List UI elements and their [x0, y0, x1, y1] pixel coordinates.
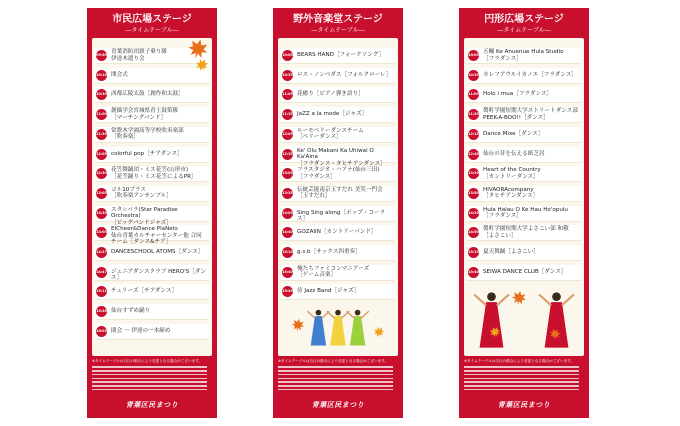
timetable-row	[467, 225, 581, 241]
notes-text-line	[92, 370, 207, 372]
time-badge: 12:45	[468, 149, 479, 160]
performance-label: colorful pop［チアダンス］	[111, 150, 183, 157]
maple-leaf-icon	[290, 317, 306, 333]
performance-label: DANCESCHOOL ATOMS［ダンス］	[111, 249, 204, 255]
notes-block	[278, 359, 398, 395]
time-badge: 10:05	[468, 50, 479, 61]
timetable-row	[281, 107, 395, 123]
notes-text-line	[464, 374, 579, 376]
notes-text-line	[92, 389, 207, 391]
timetable-row	[95, 245, 209, 261]
performance-label: HIVAORAcompany ［タヒチアンダンス］	[483, 186, 539, 200]
performance-label: スタ☆パラ(Star Paradise Orchestra) ［ビッグバンドジャズ］	[111, 206, 178, 226]
time-badge: 15:11	[96, 286, 107, 297]
time-badge: 11:05	[468, 89, 479, 100]
notes-text-line	[278, 374, 393, 376]
notes-text-line	[278, 381, 393, 383]
timetable-row	[281, 166, 395, 182]
notes-block	[92, 359, 212, 395]
performance-label: EICheer&Dance PlaNets 仙台青葉カルチャーセンター他 合同チーム［ダンス&チア］	[111, 226, 202, 246]
timetable-row	[95, 186, 209, 202]
time-badge: 15:15	[468, 247, 479, 258]
timetable-row	[95, 304, 209, 320]
timetable-subtitle: ―タイムテーブル―	[125, 27, 179, 34]
time-badge: 11:30	[96, 129, 107, 140]
timetable-row	[95, 225, 209, 246]
performance-label: ゴル10ブラス ［吹奏楽アンサンブル］	[111, 186, 172, 200]
performance-label: JaZZ a la mode［ジャズ］	[297, 111, 368, 118]
notes-text-line	[92, 366, 207, 368]
time-badge: 11:35	[282, 109, 293, 120]
notes-header: ※タイムテーブルは当日の都合により変更となる場合がございます。	[278, 359, 389, 363]
timetable-row	[95, 206, 209, 226]
panel-circle-plaza	[459, 8, 589, 418]
timetable-row	[281, 265, 395, 281]
timetable-row	[467, 107, 581, 123]
notes-text-line	[464, 378, 579, 380]
timetable-row	[467, 127, 581, 143]
time-badge: 14:05	[282, 208, 293, 219]
timetable-row	[281, 206, 395, 222]
performance-label: フラスタジオ・ハアナ(仙台三田) ［フラダンス］	[297, 167, 380, 180]
time-badge: 14:50	[468, 227, 479, 238]
time-badge: 11:35	[468, 109, 479, 120]
notes-text-line	[92, 385, 207, 387]
time-badge: 13:05	[96, 188, 107, 199]
timetable-row	[467, 245, 581, 261]
festival-logo: 青葉区民まつり	[125, 401, 179, 409]
performance-label: 閉会 ～ 伊達の一本締め	[111, 327, 171, 334]
festival-logo: 青葉区民まつり	[311, 401, 365, 409]
time-badge: 13:50	[468, 188, 479, 199]
time-badge: 09:50	[96, 50, 107, 61]
performance-label: 西都広陵太鼓［創作和太鼓］	[111, 91, 184, 98]
time-badge: 14:05	[96, 227, 107, 238]
time-badge: 13:35	[96, 208, 107, 219]
time-badge: 12:05	[282, 129, 293, 140]
performance-label: 花癒り［ピアノ弾き語り］	[297, 91, 364, 98]
timetable-row	[467, 186, 581, 202]
performance-label: g.s.b［サックス四重奏］	[297, 249, 361, 255]
performance-label: 製町学園短期大学ストリートダンス部 PEEK-A-BOO!!［ダンス］	[483, 108, 578, 121]
performance-label: ロス・ノンベダス［フォルクローレ］	[297, 71, 392, 78]
time-badge: 15:40	[282, 286, 293, 297]
time-badge: 11:05	[282, 89, 293, 100]
time-badge: 10:05	[282, 50, 293, 61]
notes-text-line	[464, 385, 579, 387]
performance-label: 常盤木学園高等学校吹奏楽部 ［吹奏楽］	[111, 127, 184, 141]
timetable-row	[467, 68, 581, 84]
notes-text-line	[278, 370, 393, 372]
performance-label: 夏天舞踊［よさこい］	[483, 249, 539, 255]
panel-civic-plaza	[87, 8, 217, 418]
timetable-row	[95, 147, 209, 163]
performance-label: ルーモベリーダンスチーム ［ベリーダンス］	[297, 127, 364, 141]
performance-label: Heart of the Country ［カントリーダンス］	[483, 167, 541, 180]
performance-label: Holo i mua［フラダンス］	[483, 91, 553, 98]
maple-leaf-icon	[510, 289, 529, 308]
hula-dancers-illustration	[303, 306, 373, 350]
stage-title: 野外音楽堂ステージ	[293, 14, 383, 25]
time-badge: 13:35	[282, 188, 293, 199]
performance-label: Sing Sing along［ポップ・コーラス］	[297, 209, 386, 223]
performance-label: 仙台の昔を伝える紙芝居	[483, 150, 545, 157]
timetable-row	[95, 127, 209, 143]
time-badge: 10:30	[96, 89, 107, 100]
time-badge: 11:00	[96, 109, 107, 120]
panel-outdoor-hall	[273, 8, 403, 418]
performance-label: 創価学会宮城県青土鼓笛隊 ［マーチングバンド］	[111, 108, 179, 121]
notes-header: ※タイムテーブルは当日の都合により変更となる場合がございます。	[464, 359, 575, 363]
performance-label: Ke' Olu Makani Ka Uhiwai O Ka'Aina ［フラダンス・タヒチアンダンス］	[297, 147, 386, 167]
time-badge: 12:15	[468, 129, 479, 140]
timetable-row	[95, 87, 209, 103]
time-badge: 13:05	[282, 168, 293, 179]
notes-text-line	[278, 385, 393, 387]
time-badge: 12:30	[96, 168, 107, 179]
time-badge: 15:40	[282, 267, 293, 278]
performance-label: BEARS HAND［フォークソング］	[297, 52, 385, 58]
time-badge: 12:35	[282, 149, 293, 160]
performance-label: Hula Halau O Ke Hau Ho'opulu ［フラダンス］	[483, 206, 568, 220]
timetable-row	[281, 225, 395, 241]
timetable-row	[281, 48, 395, 64]
performance-label: 製町学園短期大学よさこい部 和敬 ［よさこい］	[483, 226, 569, 239]
timetable-row	[95, 265, 209, 281]
timetable-row	[95, 166, 209, 182]
time-badge: 13:20	[468, 168, 479, 179]
timetable-row	[467, 166, 581, 182]
performance-label: カレフアウルイカノエ［フラダンス］	[483, 71, 578, 78]
timetable-row	[281, 284, 395, 300]
time-badge: 14:40	[282, 227, 293, 238]
performance-label: 開会式	[111, 71, 128, 78]
time-badge: 14:20	[468, 208, 479, 219]
timetable-row	[281, 127, 395, 143]
timetable-row	[95, 107, 209, 123]
timetable-row	[281, 147, 395, 167]
timetable-row	[281, 68, 395, 84]
time-badge: 14:47	[96, 267, 107, 278]
timetable-row	[95, 284, 209, 300]
notes-text-line	[92, 374, 207, 376]
performance-label: SEIWA DANCE CLUB［ダンス］	[483, 268, 567, 275]
time-badge: 12:05	[96, 149, 107, 160]
performance-label: 伝統芸能南京玉すだれ 美笑一門会 ［玉すだれ］	[297, 186, 383, 200]
festival-logo: 青葉区民まつり	[497, 401, 551, 409]
performance-label: 仙台すずめ踊り	[111, 308, 151, 315]
performance-label: Dance Mixe［ダンス］	[483, 130, 544, 137]
stage-title: 円形広場ステージ	[484, 14, 564, 25]
time-badge: 15:40	[468, 267, 479, 278]
performance-label: GOZAIIN［カントリーバンド］	[297, 229, 377, 236]
performance-label: 俺たちファミコンマニアーズ ［ゲーム音楽］	[297, 265, 370, 279]
timetable-row	[95, 68, 209, 84]
notes-text-line	[278, 378, 393, 380]
timetable-row	[467, 48, 581, 64]
timetable-row	[281, 186, 395, 202]
time-badge: 14:27	[96, 247, 107, 258]
timetable-row	[467, 265, 581, 281]
notes-text-line	[278, 389, 393, 391]
timetable-row	[467, 87, 581, 103]
time-badge: 10:10	[96, 70, 107, 81]
performance-label: チェリーズ［チアダンス］	[111, 288, 178, 295]
performance-label: 侍 Jazz Band［ジャズ］	[297, 288, 360, 295]
notes-text-line	[92, 378, 207, 380]
time-badge: 10:35	[282, 70, 293, 81]
performance-label: ジュニアダンスクラブ HERO'S［ダンス］	[111, 268, 207, 282]
notes-header: ※タイムテーブルは当日の都合により変更となる場合がございます。	[92, 359, 203, 363]
time-badge: 15:10	[282, 247, 293, 258]
notes-text-line	[92, 381, 207, 383]
time-badge: 15:35	[96, 306, 107, 317]
timetable-row	[95, 324, 209, 340]
stage-title: 市民広場ステージ	[112, 14, 192, 25]
timetable-subtitle: ―タイムテーブル―	[497, 27, 551, 34]
timetable-subtitle: ―タイムテーブル―	[311, 27, 365, 34]
timetable-row	[467, 147, 581, 163]
notes-text-line	[464, 381, 579, 383]
notes-text-line	[278, 366, 393, 368]
performance-label: 五楓 Ke Anuenue Hula Studio ［フラダンス］	[483, 49, 564, 62]
time-badge: 16:03	[96, 326, 107, 337]
notes-text-line	[464, 370, 579, 372]
timetable-row	[281, 245, 395, 261]
time-badge: 10:35	[468, 70, 479, 81]
timetable-row	[281, 87, 395, 103]
notes-text-line	[464, 389, 579, 391]
performance-label: 青葉消防団旗子乗り隊 伊達木遣り会	[111, 49, 167, 62]
notes-text-line	[464, 366, 579, 368]
notes-block	[464, 359, 584, 395]
performance-label: 花笠舞踊団・ミス花笠(山形市) ［花笠踊り・ミス花笠によるPR］	[111, 167, 197, 180]
timetable-row	[467, 206, 581, 222]
